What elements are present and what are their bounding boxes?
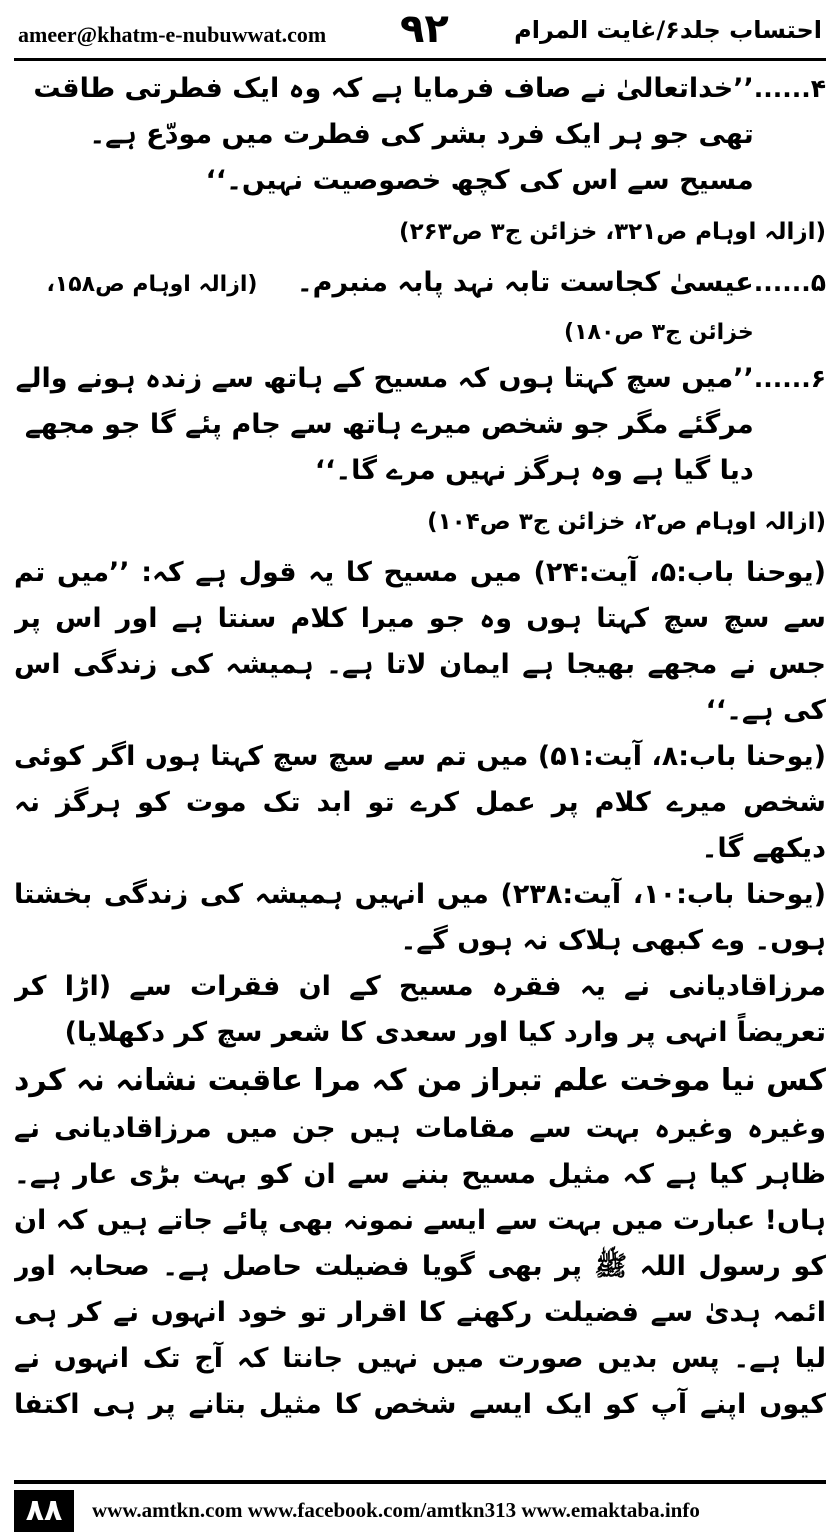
item-number: ۶...... (753, 364, 826, 393)
reference-2: (ازالہ اوہام ص۲، خزائن ج۳ ص۱۰۴) (427, 509, 826, 535)
verse-right-hemistich: کس نیا موخت علم تبراز من (416, 1063, 826, 1098)
quote-item-5 (14, 260, 826, 356)
paragraph-john-10: (یوحنا باب:۱۰، آیت:۲۳۸) میں انہیں ہمیشہ کی زندگی بخشتا ہوں۔ وے کبھی ہلاک نہ ہوں گے۔ (14, 879, 826, 956)
header-divider (14, 58, 826, 61)
page-header (0, 0, 840, 56)
page-body (14, 66, 826, 1436)
item-text: ’’میں سچ کہتا ہوں کہ مسیح کے ہاتھ سے زندہ ہونے والے مرگئے مگر جو شخص میرے ہاتھ سے جام پئے گا جو مجھے دیا گیا ہے وہ ہرگز نہیں مرے گا۔‘‘ (15, 363, 754, 486)
item-number: ۴...... (753, 74, 826, 103)
item5-reference: (ازالہ اوہام ص۱۵۸، خزائن ج۳ ص۱۸۰) (46, 272, 754, 345)
item-text: ’’خداتعالیٰ نے صاف فرمایا ہے کہ وہ ایک فطرتی طاقت تھی جو ہر ایک فرد بشر کی فطرت میں مودّع ہے۔ مسیح سے اس کی کچھ خصوصیت نہیں۔‘‘ (33, 73, 754, 196)
item-number: ۵...... (753, 268, 826, 297)
quote-item-6 (14, 356, 826, 494)
reference-1: (ازالہ اوہام ص۳۲۱، خزائن ج۳ ص۲۶۳) (399, 219, 826, 245)
paragraph-commentary: مرزاقادیانی نے یہ فقرہ مسیح کے ان فقرات سے (اڑا کر تعریضاً انہی پر وارد کیا اور سعدی کا شعر سچ کر دکھلایا) (14, 971, 826, 1048)
page-footer (0, 1480, 840, 1540)
verse-left-hemistich: کہ مرا عاقبت نشانہ نہ کرد (14, 1063, 407, 1098)
paragraph-john-8: (یوحنا باب:۸، آیت:۵۱) میں تم سے سچ سچ کہتا ہوں اگر کوئی شخص میرے کلام پر عمل کرے تو ابد تک موت کو ہرگز نہ دیکھے گا۔ (14, 741, 826, 864)
page-number: ۹۲ (400, 6, 449, 52)
footer-websites: www.amtkn.com www.facebook.com/amtkn313 www.emaktaba.info (92, 1498, 700, 1522)
quote-item-4 (14, 66, 826, 204)
item5-text: عیسیٰ کجاست تابہ نہد پابہ منبرم۔ (296, 267, 754, 298)
paragraph-john-5: (یوحنا باب:۵، آیت:۲۴) میں مسیح کا یہ قول ہے کہ: ’’میں تم سے سچ سچ کہتا ہوں وہ جو میرا کلام سنتا ہے اور اس پر جس نے مجھے بھیجا ہے ایمان لاتا ہے۔ ہمیشہ کی زندگی اس کی ہے۔‘‘ (14, 557, 826, 726)
book-title: احتساب جلد۶/غایت المرام (514, 16, 822, 44)
footer-page-number: ۸۸ (14, 1490, 74, 1532)
paragraph-conclusion: وغیرہ وغیرہ بہت سے مقامات ہیں جن میں مرزاقادیانی نے ظاہر کیا ہے کہ مثیل مسیح بننے سے ان کو بہت بڑی عار ہے۔ ہاں! عبارت میں بہت سے ایسے نمونہ بھی پائے جاتے ہیں کہ ان کو رسول اللہ ﷺ پر بھی گویا فضیلت حاصل ہے۔ صحابہ اور ائمہ ہدیٰ سے فضیلت رکھنے کا اقرار تو خود انہوں نے کر ہی لیا ہے۔ پس بدیں صورت میں نہیں جانتا کہ آج تک انہوں نے کیوں اپنے آپ کو ایک ایسے شخص کا مثیل بتانے پر ہی اکتفا (14, 1113, 826, 1420)
header-email: ameer@khatm-e-nubuwwat.com (18, 22, 327, 47)
item-text (14, 260, 754, 356)
persian-verse (14, 1056, 826, 1106)
footer-divider (14, 1480, 826, 1484)
